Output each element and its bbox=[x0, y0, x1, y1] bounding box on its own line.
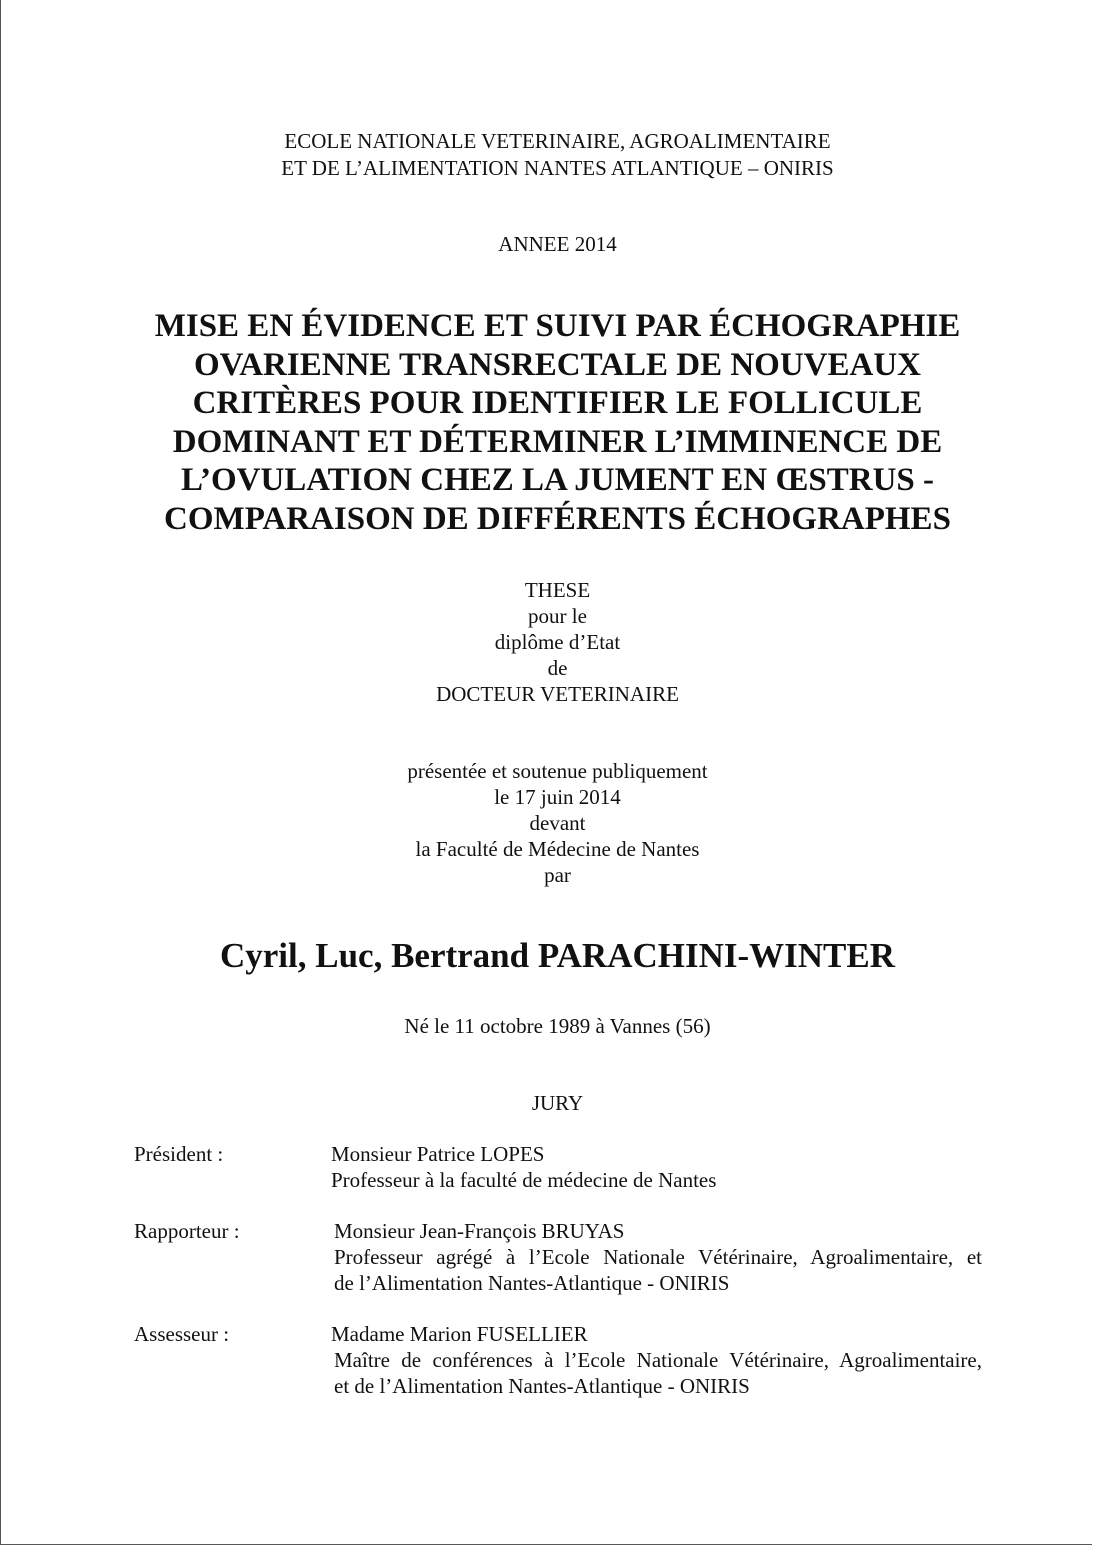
degree-line-4: de bbox=[547, 656, 568, 680]
thesis-title bbox=[1, 307, 1093, 538]
institution-name bbox=[1, 128, 1093, 182]
jury-member-name: Monsieur Jean-François BRUYAS bbox=[334, 1219, 625, 1243]
jury-member-title: Professeur agrégé à l’Ecole Nationale Vétérinaire, Agroalimentaire, et bbox=[334, 1245, 982, 1269]
title-line-6: COMPARAISON DE DIFFÉRENTS ÉCHOGRAPHES bbox=[164, 500, 951, 537]
degree-line-5: DOCTEUR VETERINAIRE bbox=[436, 682, 679, 706]
title-line-1: MISE EN ÉVIDENCE ET SUIVI PAR ÉCHOGRAPHIE bbox=[154, 308, 961, 344]
jury-member-affiliation: de l’Alimentation Nantes-Atlantique - ONIRIS bbox=[334, 1271, 730, 1295]
jury-role-rapporteur: Rapporteur : bbox=[134, 1219, 240, 1243]
defense-line-3: devant bbox=[529, 811, 586, 835]
jury-role-assesseur: Assesseur : bbox=[134, 1322, 230, 1346]
degree-line-3: diplôme d’Etat bbox=[494, 630, 621, 654]
jury-member-affiliation: et de l’Alimentation Nantes-Atlantique - ONIRIS bbox=[334, 1374, 750, 1398]
jury-member-assesseur bbox=[331, 1321, 982, 1399]
defense-line-1: présentée et soutenue publiquement bbox=[407, 759, 708, 783]
jury-member-president bbox=[331, 1141, 716, 1193]
title-line-4: DOMINANT ET DÉTERMINER L’IMMINENCE DE bbox=[172, 423, 943, 460]
jury-member-name: Madame Marion FUSELLIER bbox=[331, 1322, 588, 1346]
jury-member-rapporteur bbox=[334, 1218, 982, 1296]
defense-line-4: la Faculté de Médecine de Nantes bbox=[415, 837, 700, 861]
author-birth: Né le 11 octobre 1989 à Vannes (56) bbox=[404, 1014, 711, 1038]
degree-line-2: pour le bbox=[528, 604, 587, 628]
academic-year: ANNEE 2014 bbox=[498, 232, 617, 256]
defense-line-2: le 17 juin 2014 bbox=[494, 785, 621, 809]
jury-heading: JURY bbox=[531, 1091, 584, 1115]
degree-line-1: THESE bbox=[524, 578, 591, 602]
title-line-2: OVARIENNE TRANSRECTALE DE NOUVEAUX bbox=[193, 346, 922, 383]
title-line-5: L’OVULATION CHEZ LA JUMENT EN ŒSTRUS - bbox=[180, 462, 935, 498]
title-line-3: CRITÈRES POUR IDENTIFIER LE FOLLICULE bbox=[192, 385, 923, 421]
defense-statement bbox=[1, 758, 1093, 888]
institution-line-1: ECOLE NATIONALE VETERINAIRE, AGROALIMENTAIRE bbox=[284, 129, 831, 153]
jury-role-president: Président : bbox=[134, 1142, 224, 1166]
author-name: Cyril, Luc, Bertrand PARACHINI-WINTER bbox=[219, 936, 896, 975]
jury-member-title: Maître de conférences à l’Ecole Nationale Vétérinaire, Agroalimentaire, bbox=[334, 1348, 982, 1372]
defense-line-5: par bbox=[544, 863, 571, 887]
jury-member-name: Monsieur Patrice LOPES bbox=[331, 1142, 545, 1166]
institution-line-2: ET DE L’ALIMENTATION NANTES ATLANTIQUE – ONIRIS bbox=[281, 156, 834, 180]
jury-member-title: Professeur à la faculté de médecine de Nantes bbox=[331, 1168, 717, 1192]
degree-statement bbox=[1, 577, 1093, 707]
